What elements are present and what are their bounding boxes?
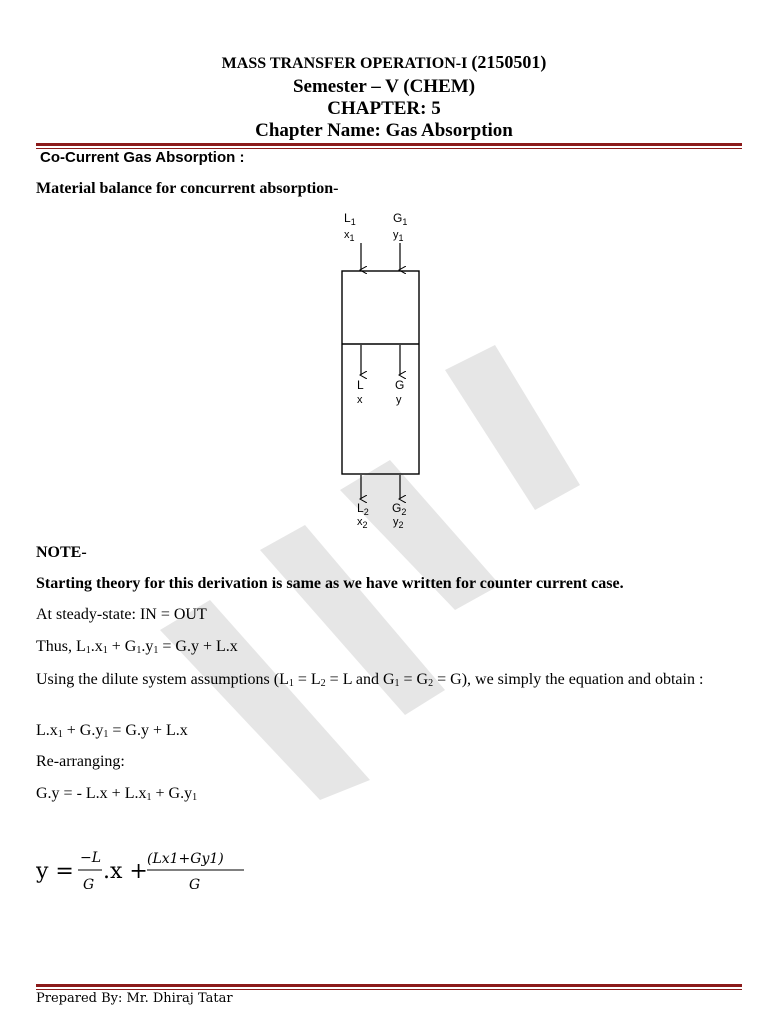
header-divider	[36, 143, 742, 146]
course-title-line	[0, 50, 768, 76]
label-L2: $L_2$	[357, 501, 369, 517]
course-code: (2150501)	[471, 52, 547, 72]
cocurrent-absorber-diagram	[336, 205, 436, 530]
label-L: L	[357, 378, 364, 392]
label-x1: $x_1$	[344, 229, 355, 243]
formula-numerator-2: (Lx1+Gy1)	[147, 851, 224, 867]
operating-line-formula	[36, 846, 296, 896]
steady-state-line: At steady-state: IN = OUT	[36, 606, 207, 623]
rearranged-equation: G.y = - $L.x + L.x_1 + G.y_1$	[36, 785, 198, 803]
note-text: Starting theory for this derivation is same as we have written for counter current case.	[36, 575, 624, 592]
footer-divider-thin	[36, 989, 742, 990]
label-L1: $L_1$	[344, 211, 356, 227]
label-y1: $y_1$	[393, 229, 404, 243]
page-header	[0, 50, 768, 142]
footer-author: Prepared By: Mr. Dhiraj Tatar	[36, 991, 233, 1006]
formula-numerator-1: −L	[80, 850, 102, 866]
label-x: x	[357, 394, 363, 406]
note-label: NOTE-	[36, 544, 87, 561]
chapter-name: Chapter Name: Gas Absorption	[255, 120, 513, 141]
label-G1: $G_1$	[393, 211, 408, 227]
subheading: Material balance for concurrent absorption-	[36, 180, 339, 197]
label-x2: $x_2$	[357, 516, 368, 530]
label-y: y	[396, 394, 402, 406]
rearranging-label: Re-arranging:	[36, 753, 125, 770]
label-y2: $y_2$	[393, 516, 404, 530]
label-G2: $G_2$	[392, 501, 407, 517]
footer-divider	[36, 984, 742, 987]
material-balance-equation: Thus, $L_1.x_1 + G_1.y_1 = G.y + L.x$	[36, 638, 238, 656]
formula-denominator-1: G	[83, 877, 95, 893]
dilute-assumption-text: Using the dilute system assumptions ($L_1 = L_2 = L$ and $G_1 = G_2 = G$), we simply the equation and obtain :	[36, 671, 704, 689]
label-G: G	[395, 378, 405, 392]
formula-lhs: y =	[36, 859, 74, 884]
formula-middle: .x +	[103, 859, 148, 884]
section-title: Co-Current Gas Absorption :	[40, 149, 245, 166]
course-title: MASS TRANSFER OPERATION-I	[221, 55, 468, 72]
column-outline	[342, 271, 419, 474]
semester-line: Semester – V (CHEM)	[292, 76, 476, 97]
simplified-equation: $L.x_1 + G.y_1 = G.y + L.x$	[36, 722, 188, 740]
formula-denominator-2: G	[189, 877, 201, 893]
chapter-number: CHAPTER: 5	[327, 98, 441, 119]
